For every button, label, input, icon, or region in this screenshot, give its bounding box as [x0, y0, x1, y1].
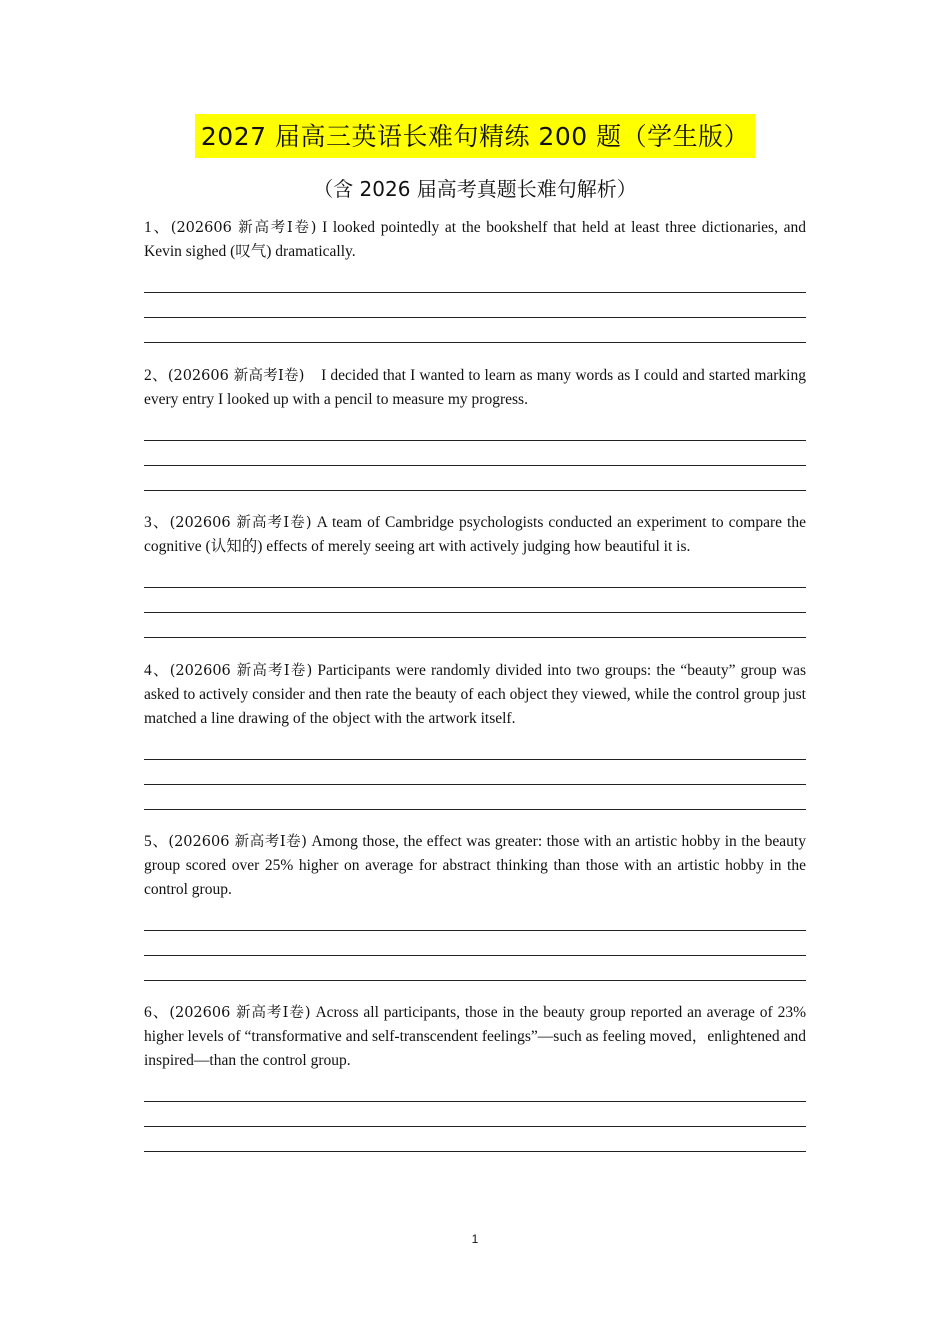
answer-lines — [144, 906, 806, 981]
question-source: (202606 新高考Ⅰ卷) — [170, 220, 317, 236]
question-text — [144, 511, 806, 559]
document-subtitle: （含 2026 届高考真题长难句解析） — [313, 177, 637, 201]
question-text — [144, 830, 806, 902]
answer-line[interactable] — [144, 293, 806, 318]
question-6 — [144, 1001, 806, 1152]
question-sentence: I looked pointedly at the bookshelf that held at least three dictionaries, and Kevin sighed (叹气) dramatically. — [144, 219, 806, 260]
answer-lines — [144, 563, 806, 638]
answer-lines — [144, 268, 806, 343]
answer-line[interactable] — [144, 416, 806, 441]
question-source: (202606 新高考Ⅰ卷) — [168, 834, 307, 850]
page-number: 1 — [471, 1232, 479, 1246]
answer-line[interactable] — [144, 318, 806, 343]
question-sentence: A team of Cambridge psychologists conducted an experiment to compare the cognitive (认知的) effects of merely seeing art with actively judging how beautiful it is. — [144, 514, 806, 555]
question-text — [144, 1001, 806, 1073]
answer-line[interactable] — [144, 906, 806, 931]
question-sentence: Participants were randomly divided into two groups: the “beauty” group was asked to actively consider and then rate the beauty of each object they viewed, while the control group just matched a line drawing of the object with the artwork itself. — [144, 662, 806, 727]
question-number: 2、 — [144, 367, 168, 384]
question-sentence: Across all participants, those in the beauty group reported an average of 23% higher levels of “transformative and self-transcendent feelings”—such as feeling moved，enlightened and inspired—than the control group. — [144, 1004, 806, 1069]
answer-line[interactable] — [144, 931, 806, 956]
question-sentence: I decided that I wanted to learn as many words as I could and started marking every entry I looked up with a pencil to measure my progress. — [144, 367, 810, 408]
question-2 — [144, 364, 810, 491]
question-source: (202606 新高考Ⅰ卷) — [169, 515, 312, 531]
answer-line[interactable] — [144, 956, 806, 981]
answer-lines — [144, 416, 806, 491]
question-text — [144, 216, 806, 264]
answer-line[interactable] — [144, 760, 806, 785]
question-text — [144, 364, 810, 412]
answer-line[interactable] — [144, 613, 806, 638]
answer-lines — [144, 1077, 806, 1152]
question-number: 6、 — [144, 1004, 170, 1021]
title-container — [0, 114, 950, 158]
question-number: 3、 — [144, 514, 170, 531]
answer-line[interactable] — [144, 1077, 806, 1102]
question-source: (202606 新高考Ⅰ卷) — [167, 368, 305, 384]
question-source: (202606 新高考Ⅰ卷) — [169, 1005, 311, 1021]
answer-line[interactable] — [144, 441, 806, 466]
question-source: (202606 新高考Ⅰ卷) — [169, 663, 313, 679]
question-sentence: Among those, the effect was greater: those with an artistic hobby in the beauty group scored over 25% higher on average for abstract thinking than those with an artistic hobby in the control group. — [144, 833, 806, 898]
answer-line[interactable] — [144, 1127, 806, 1152]
question-number: 1、 — [144, 219, 171, 236]
question-text — [144, 659, 806, 731]
answer-line[interactable] — [144, 268, 806, 293]
question-5 — [144, 830, 806, 981]
question-number: 4、 — [144, 662, 170, 679]
question-number: 5、 — [144, 833, 169, 850]
answer-line[interactable] — [144, 588, 806, 613]
answer-line[interactable] — [144, 563, 806, 588]
question-4 — [144, 659, 806, 810]
answer-line[interactable] — [144, 735, 806, 760]
answer-line[interactable] — [144, 785, 806, 810]
answer-line[interactable] — [144, 1102, 806, 1127]
question-3 — [144, 511, 806, 638]
document-title: 2027 届高三英语长难句精练 200 题（学生版） — [195, 114, 755, 158]
answer-line[interactable] — [144, 466, 806, 491]
answer-lines — [144, 735, 806, 810]
question-1 — [144, 216, 806, 343]
